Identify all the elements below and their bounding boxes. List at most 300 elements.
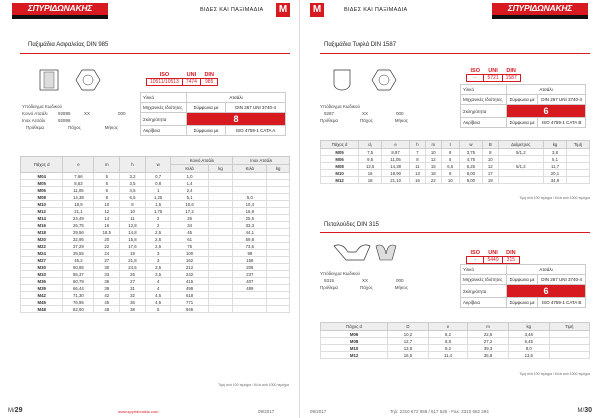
- value-cell: 8: [441, 170, 459, 177]
- table-row: [21, 201, 290, 208]
- value-cell: 10,6: [171, 201, 208, 208]
- value-cell: 18,90: [382, 170, 410, 177]
- value-cell: 4,5: [145, 299, 171, 306]
- size-cell: M08: [321, 163, 359, 170]
- size-cell: M30: [21, 264, 63, 271]
- value-cell: 8,63: [63, 180, 94, 187]
- value-cell: 26,75: [63, 222, 94, 229]
- value-cell: 10,4: [233, 201, 267, 208]
- value-cell: 75: [171, 243, 208, 250]
- m-badge: M: [276, 3, 290, 17]
- value-cell: [267, 299, 290, 306]
- value-cell: [267, 236, 290, 243]
- size-cell: M36: [21, 278, 63, 285]
- value-cell: [233, 292, 267, 299]
- value-cell: 8: [482, 149, 498, 156]
- nut-drawing: [32, 66, 112, 98]
- column-header: e: [382, 141, 410, 149]
- table-row: [21, 299, 290, 306]
- value-cell: 37,29: [63, 243, 94, 250]
- value-cell: 33: [94, 271, 120, 278]
- size-cell: M12: [21, 208, 63, 215]
- value-cell: 5: [145, 306, 171, 313]
- value-cell: 7,5: [359, 149, 382, 156]
- value-cell: [267, 222, 290, 229]
- size-cell: M05: [21, 180, 63, 187]
- value-cell: [208, 306, 233, 313]
- table-note: Τιμή ανά 100 τεμάχια / Κιλά ανά 1000 τεμάχια: [218, 383, 289, 387]
- column-header: kg: [508, 323, 549, 331]
- value-cell: 8: [120, 201, 146, 208]
- value-cell: 12,7: [388, 338, 429, 345]
- standards-table-315: ISO UNI DIN - 5449 315: [466, 250, 520, 264]
- title-underline: [320, 232, 590, 233]
- value-cell: 8,0: [508, 345, 549, 352]
- table-row: [21, 278, 290, 285]
- brand-logo: ΣΠΥΡΙΔΩΝΑΚΗΣ: [12, 3, 108, 19]
- value-cell: 14,38: [63, 194, 94, 201]
- size-cell: M27: [21, 257, 63, 264]
- footer-url[interactable]: www.spyridonakis.com: [118, 409, 159, 414]
- category-label: ΒΙΔΕΣ ΚΑΙ ΠΑΞΙΜΑΔΙΑ: [200, 7, 264, 13]
- value-cell: 71,30: [63, 292, 94, 299]
- value-cell: 15: [425, 163, 441, 170]
- value-cell: [208, 208, 233, 215]
- value-cell: 35,8: [468, 352, 509, 359]
- value-cell: 1,4: [171, 180, 208, 187]
- size-cell: M24: [21, 250, 63, 257]
- value-cell: 45: [171, 229, 208, 236]
- value-cell: 5,1: [543, 156, 566, 163]
- size-cell: M08: [21, 194, 63, 201]
- value-cell: 30: [94, 264, 120, 271]
- table-row: [21, 264, 290, 271]
- table-row: [321, 352, 590, 359]
- value-cell: 18,9: [63, 201, 94, 208]
- table-row: [321, 156, 590, 163]
- size-cell: M20: [21, 236, 63, 243]
- table-row: [21, 306, 290, 313]
- value-cell: 8,87: [382, 149, 410, 156]
- size-cell: M14: [21, 215, 63, 222]
- value-cell: [208, 236, 233, 243]
- value-cell: [267, 306, 290, 313]
- value-cell: 39,3: [468, 345, 509, 352]
- value-cell: 11,05: [382, 156, 410, 163]
- value-cell: [208, 278, 233, 285]
- table-row: [321, 163, 590, 170]
- value-cell: 34,9: [543, 177, 566, 184]
- value-cell: 2,5: [145, 236, 171, 243]
- value-cell: [208, 222, 233, 229]
- page-right: [300, 0, 600, 418]
- value-cell: 3: [145, 257, 171, 264]
- size-cell: M42: [21, 292, 63, 299]
- column-header: h: [410, 141, 426, 149]
- value-cell: 3,5: [145, 271, 171, 278]
- value-cell: 6,25: [459, 163, 482, 170]
- value-cell: 489: [233, 285, 267, 292]
- value-cell: 61: [171, 236, 208, 243]
- column-header: m: [468, 323, 509, 331]
- table-row: [21, 208, 290, 215]
- value-cell: 32: [120, 292, 146, 299]
- value-cell: 5,1: [171, 194, 208, 201]
- value-cell: 618: [171, 292, 208, 299]
- value-cell: 2,4: [171, 187, 208, 194]
- value-cell: 7,66: [63, 173, 94, 180]
- size-cell: M06: [321, 156, 359, 163]
- value-cell: 48: [94, 306, 120, 313]
- value-cell: 14,8: [120, 229, 146, 236]
- value-cell: 21,8: [120, 257, 146, 264]
- value-cell: [208, 271, 233, 278]
- value-cell: 10: [120, 208, 146, 215]
- value-cell: [567, 177, 590, 184]
- value-cell: 771: [171, 299, 208, 306]
- value-cell: 5: [94, 180, 120, 187]
- value-cell: 16: [359, 170, 382, 177]
- value-cell: 32,95: [63, 236, 94, 243]
- table-row: [21, 250, 290, 257]
- table-row: [321, 338, 590, 345]
- value-cell: 17,2: [171, 208, 208, 215]
- value-cell: 98: [233, 250, 267, 257]
- value-cell: 27: [120, 278, 146, 285]
- table-row: [321, 170, 590, 177]
- value-cell: 1,0: [171, 173, 208, 180]
- value-cell: 38: [120, 306, 146, 313]
- value-cell: 11,05: [63, 187, 94, 194]
- size-cell: M33: [21, 271, 63, 278]
- size-cell: M06: [321, 331, 388, 338]
- table-row: [21, 194, 290, 201]
- table-row: [21, 222, 290, 229]
- size-cell: M45: [21, 299, 63, 306]
- value-cell: 76,95: [63, 299, 94, 306]
- size-cell: M12: [321, 352, 388, 359]
- value-cell: [267, 278, 290, 285]
- value-cell: 4: [145, 278, 171, 285]
- value-cell: 8,00: [459, 170, 482, 177]
- value-cell: [267, 194, 290, 201]
- value-cell: 1,25: [145, 194, 171, 201]
- footer-date: 09/2017: [310, 409, 327, 414]
- value-cell: 10,2: [388, 331, 429, 338]
- column-header: D: [388, 323, 429, 331]
- value-cell: [233, 306, 267, 313]
- value-cell: 20: [94, 236, 120, 243]
- value-cell: [549, 338, 589, 345]
- value-cell: 3,5: [145, 264, 171, 271]
- value-cell: [208, 285, 233, 292]
- value-cell: 2,5: [145, 243, 171, 250]
- value-cell: [233, 187, 267, 194]
- table-row: [21, 187, 290, 194]
- value-cell: [208, 180, 233, 187]
- size-cell: M04: [21, 173, 63, 180]
- column-header: Β: [482, 141, 498, 149]
- value-cell: 8: [410, 156, 426, 163]
- value-cell: 11,4: [428, 352, 467, 359]
- column-header: Τιμή: [549, 323, 589, 331]
- standards-table-1587: ISO UNI DIN - 5721 1587: [466, 68, 521, 82]
- column-header: d₁: [359, 141, 382, 149]
- value-cell: 10: [482, 156, 498, 163]
- value-cell: [549, 331, 589, 338]
- value-cell: 4,5: [120, 187, 146, 194]
- value-cell: 5/1,2: [498, 149, 543, 156]
- value-cell: 10: [425, 149, 441, 156]
- value-cell: 11: [120, 215, 146, 222]
- value-cell: 499: [171, 285, 208, 292]
- value-cell: 39,55: [63, 250, 94, 257]
- value-cell: 44,1: [233, 229, 267, 236]
- value-cell: 3,75: [459, 149, 482, 156]
- value-cell: [267, 229, 290, 236]
- value-cell: [267, 271, 290, 278]
- value-cell: 6,45: [508, 338, 549, 345]
- value-cell: 11,7: [543, 163, 566, 170]
- value-cell: [208, 243, 233, 250]
- value-cell: 5/1,2: [498, 163, 543, 170]
- value-cell: 16: [410, 177, 426, 184]
- value-cell: 42: [94, 292, 120, 299]
- value-cell: 8: [441, 149, 459, 156]
- value-cell: 15,8: [120, 236, 146, 243]
- code-example-315: Υπόδειγμα Κωδικού 9315 XX 000 Πρόθεμα Πάχος Μήκος: [320, 271, 408, 290]
- value-cell: 13,5: [508, 352, 549, 359]
- product-title: Παξιμάδια Ασφαλείας DIN 985: [28, 42, 109, 48]
- value-cell: 31: [120, 285, 146, 292]
- table-row: [21, 229, 290, 236]
- value-cell: [567, 156, 590, 163]
- column-header: w: [459, 141, 482, 149]
- value-cell: 2: [145, 215, 171, 222]
- value-cell: 19: [120, 250, 146, 257]
- value-cell: 24: [94, 250, 120, 257]
- size-cell: M05: [321, 149, 359, 156]
- code-example-1587: Υπόδειγμα Κωδικού 9287 XX 000 Πρόθεμα Πάχος Μήκος: [320, 104, 408, 123]
- table-row: [21, 215, 290, 222]
- value-cell: [267, 187, 290, 194]
- value-cell: [208, 257, 233, 264]
- value-cell: 100: [171, 250, 208, 257]
- title-underline: [20, 53, 290, 54]
- value-cell: 2,5: [145, 229, 171, 236]
- size-cell: M18: [21, 229, 63, 236]
- value-cell: [267, 292, 290, 299]
- value-cell: 10: [441, 177, 459, 184]
- value-cell: 3,2: [120, 173, 146, 180]
- value-cell: 6: [94, 187, 120, 194]
- value-cell: 27: [94, 257, 120, 264]
- footer-date: 09/2017: [258, 409, 275, 414]
- table-row: [21, 236, 290, 243]
- size-cell: M10: [321, 170, 359, 177]
- table-row: [21, 285, 290, 292]
- table-row: [21, 180, 290, 187]
- value-cell: [267, 243, 290, 250]
- value-cell: 22: [94, 243, 120, 250]
- value-cell: 8,8: [428, 338, 467, 345]
- value-cell: [267, 208, 290, 215]
- value-cell: 12: [482, 163, 498, 170]
- value-cell: 13: [410, 170, 426, 177]
- column-header: t: [441, 141, 459, 149]
- value-cell: 1: [145, 187, 171, 194]
- value-cell: [498, 170, 543, 177]
- value-cell: [498, 156, 543, 163]
- value-cell: 16: [94, 222, 120, 229]
- value-cell: 9,2: [428, 345, 467, 352]
- size-cell: M48: [21, 306, 63, 313]
- value-cell: 4: [145, 285, 171, 292]
- table-row: [21, 271, 290, 278]
- dimensions-table: Πάχος d e m h w Κοινό Ατσάλι Inox Ατσάλι Κιλά kg Κιλά kg M04 7,66 5 3,2 0,7 1,0 M05 8,63 5 3,5 0,8 1,4 M06 11,05 6 4,5 1 2,4 M08 14,38 8 6,5 1,25 5,1 5,0 M10 18,9 10 8 1,5 10,6 10,4 M12 21,1 12 10 1,75 17,2 16,9 M14 24,49 14 11 2 26 25,5 M16 26,75 16 12,8 2 34 33,3 M18 29,56 18,5 14,8 2,5 45 44,1 M20 32,95 20 15,8 2,5 61 59,8 M22 37,29 22 17,6 2,5 75 73,5 M24 39,55 24 19 3 100 98 M27 45,2 27 21,8 3 162 158 M30 50,85 30 24,5 3,5 212 208 M33 55,37 33 26 3,5 242 237 M36 60,79 36 27 4 415 407 M39 66,44 39 31 4 499 489 M42 71,30 42 32 4,5 618 M45 76,95 45 36 4,5 771 M48 82,60 48 38 5 946: [20, 156, 290, 313]
- value-cell: 3: [145, 250, 171, 257]
- value-cell: [267, 264, 290, 271]
- value-cell: 21,1: [63, 208, 94, 215]
- value-cell: 10: [94, 201, 120, 208]
- value-cell: [267, 285, 290, 292]
- value-cell: 26: [120, 271, 146, 278]
- column-header: Διάμετρος: [498, 141, 543, 149]
- size-cell: M06: [21, 187, 63, 194]
- spec-table-1587: Υλικό Ατσάλι Μηχανικές Ιδιότητες Σύμφωνα με DIN 267 UNI 3740-4 Σκληρότητα 6 Ακρίβεια Σύμφωνα με ISO 4759-1 CATA B: [460, 84, 586, 128]
- value-cell: 6,5: [120, 194, 146, 201]
- value-cell: [267, 180, 290, 187]
- value-cell: 73,5: [233, 243, 267, 250]
- value-cell: 24,5: [120, 264, 146, 271]
- value-cell: [208, 229, 233, 236]
- value-cell: 7: [410, 149, 426, 156]
- value-cell: 18: [425, 170, 441, 177]
- wing-nut-drawing: [330, 240, 410, 266]
- value-cell: [233, 180, 267, 187]
- column-header: kg: [543, 141, 566, 149]
- value-cell: 50,85: [63, 264, 94, 271]
- value-cell: 946: [171, 306, 208, 313]
- product-title-1587: Παξιμάδια Τυφλά DIN 1587: [324, 42, 397, 48]
- value-cell: 45,2: [63, 257, 94, 264]
- page-header: [300, 0, 600, 22]
- table-row: [21, 257, 290, 264]
- value-cell: 29,56: [63, 229, 94, 236]
- value-cell: 8: [94, 194, 120, 201]
- value-cell: 8,2: [428, 331, 467, 338]
- size-cell: M10: [21, 201, 63, 208]
- value-cell: 14,38: [382, 163, 410, 170]
- size-cell: M12: [321, 177, 359, 184]
- value-cell: 9,5: [359, 156, 382, 163]
- value-cell: 36: [120, 299, 146, 306]
- table-row: [321, 331, 590, 338]
- value-cell: 4,75: [459, 156, 482, 163]
- value-cell: 34: [171, 222, 208, 229]
- dimensions-table-1587: [320, 140, 590, 184]
- value-cell: 4,5: [145, 292, 171, 299]
- value-cell: [498, 177, 543, 184]
- product-title-315: Πεταλούδες DIN 315: [324, 222, 379, 228]
- table-row: [321, 149, 590, 156]
- column-header: m: [425, 141, 441, 149]
- value-cell: [267, 250, 290, 257]
- category-label: ΒΙΔΕΣ ΚΑΙ ΠΑΞΙΜΑΔΙΑ: [344, 7, 408, 13]
- value-cell: 33,3: [233, 222, 267, 229]
- value-cell: 3,46: [508, 331, 549, 338]
- table-row: [321, 345, 590, 352]
- value-cell: [267, 201, 290, 208]
- value-cell: 16,5: [388, 352, 429, 359]
- value-cell: 27,2: [468, 338, 509, 345]
- value-cell: [267, 173, 290, 180]
- value-cell: 36: [94, 278, 120, 285]
- m-badge: M: [310, 3, 324, 17]
- page-header: [0, 0, 299, 22]
- value-cell: 1,5: [145, 201, 171, 208]
- value-cell: [233, 299, 267, 306]
- value-cell: 242: [171, 271, 208, 278]
- value-cell: [567, 149, 590, 156]
- dimensions-table-315: [320, 322, 590, 359]
- value-cell: 1,75: [145, 208, 171, 215]
- spec-table-315: Υλικό Ατσάλι Μηχανικές Ιδιότητες Σύμφωνα με DIN 267 UNI 3740-4 Σκληρότητα 6 Ακρίβεια Σύμφωνα με ISO 4759-1 CATA B: [460, 264, 586, 308]
- value-cell: 39: [94, 285, 120, 292]
- value-cell: 208: [233, 264, 267, 271]
- value-cell: 12,5: [359, 163, 382, 170]
- value-cell: 407: [233, 278, 267, 285]
- value-cell: 17,6: [120, 243, 146, 250]
- value-cell: [267, 215, 290, 222]
- table-row: [21, 243, 290, 250]
- value-cell: 18,5: [94, 229, 120, 236]
- table-note-1587: Τιμή ανά 100 τεμάχια / Κιλά ανά 1000 τεμάχια: [519, 196, 590, 200]
- value-cell: 0,8: [145, 180, 171, 187]
- page-number: M/30: [577, 407, 592, 414]
- value-cell: 55,37: [63, 271, 94, 278]
- value-cell: 5: [441, 156, 459, 163]
- table-row: [21, 173, 290, 180]
- value-cell: 14: [94, 215, 120, 222]
- value-cell: [567, 163, 590, 170]
- value-cell: [233, 173, 267, 180]
- code-example: Υπόδειγμα Κωδικού Κοινό Ατσάλι 92895 XX 000 Inox Ατσάλι 92896 Πρόθεμα Πάχος Μήκος: [22, 104, 126, 130]
- value-cell: [208, 215, 233, 222]
- value-cell: 22: [425, 177, 441, 184]
- value-cell: [208, 250, 233, 257]
- value-cell: 3,5: [120, 180, 146, 187]
- value-cell: [549, 345, 589, 352]
- value-cell: [267, 257, 290, 264]
- table-note-315: Τιμή ανά 100 τεμάχια / Κιλά ανά 1000 τεμάχια: [519, 372, 590, 376]
- value-cell: [208, 187, 233, 194]
- value-cell: 45: [94, 299, 120, 306]
- size-cell: M10: [321, 345, 388, 352]
- value-cell: 0,7: [145, 173, 171, 180]
- column-header: Πάχος d: [321, 141, 359, 149]
- size-cell: M16: [21, 222, 63, 229]
- size-cell: M08: [321, 338, 388, 345]
- page-number: M/29: [8, 407, 23, 414]
- value-cell: [208, 194, 233, 201]
- value-cell: 60,79: [63, 278, 94, 285]
- value-cell: 12: [94, 208, 120, 215]
- brand-logo: ΣΠΥΡΙΔΩΝΑΚΗΣ: [492, 3, 588, 19]
- value-cell: 5: [94, 173, 120, 180]
- value-cell: 3,8: [543, 149, 566, 156]
- value-cell: 19: [482, 177, 498, 184]
